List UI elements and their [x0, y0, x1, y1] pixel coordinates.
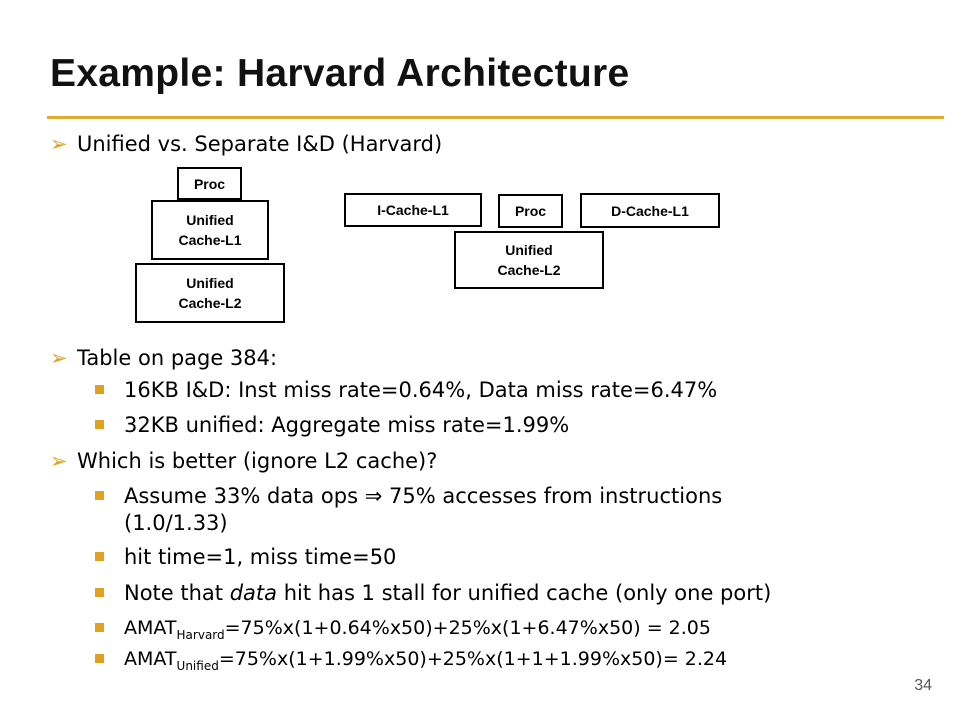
square-bullet-icon: [95, 654, 104, 663]
bullet-text: Which is better (ignore L2 cache)?: [77, 449, 438, 473]
cache-label-line1: Unified: [505, 242, 553, 258]
square-bullet-icon: [95, 588, 104, 597]
harvard-proc-box: [498, 194, 563, 228]
bullet-which-better: [50, 448, 437, 474]
square-bullet-icon: [95, 552, 104, 561]
square-bullet-icon: [95, 385, 104, 394]
unified-proc-box: [177, 167, 242, 200]
dcache-l1-box: [580, 193, 720, 228]
arrow-bullet-icon: ➢: [50, 346, 68, 370]
arrow-bullet-icon: ➢: [50, 449, 68, 473]
square-bullet-icon: [95, 491, 104, 500]
sub-bullet-text: $AMAT_{Unified}=75\%x(1+1.99\%x50)+25\%x(1+1+1.99\%x50)= 2.24$: [124, 648, 728, 673]
dcache-label: D-Cache-L1: [611, 202, 689, 219]
proc-label: Proc: [514, 203, 547, 219]
cache-label-line2: Cache-L2: [497, 262, 561, 278]
bullet-text: Table on page 384:: [77, 346, 278, 370]
square-bullet-icon: [95, 623, 104, 632]
sub-bullet-text: $AMAT_{Harvard}=75\%x(1+0.64\%x50)+25\%x(1+6.47\%x50) = 2.05$: [124, 617, 711, 642]
bullet-table-page: [50, 345, 277, 371]
sub-bullet-text: hit time=1, miss time=50: [124, 545, 397, 569]
implies-arrow-icon: ⇒: [364, 484, 383, 508]
page-number: 34: [914, 677, 932, 694]
icache-label: I-Cache-L1: [377, 202, 449, 218]
harvard-cache-l2-box: [454, 231, 604, 289]
arrow-bullet-icon: ➢: [50, 132, 68, 156]
cache-label-line1: Unified: [186, 212, 234, 228]
sub-bullet-text: 32KB unified: Aggregate miss rate=1.99%: [124, 413, 570, 437]
proc-label: Proc: [193, 175, 226, 192]
sub-bullet-text: 16KB I&D: Inst miss rate=0.64%, Data miss rate=6.47%: [124, 378, 718, 402]
unified-cache-l2-box: [135, 263, 285, 323]
cache-label-line2: Cache-L1: [178, 232, 242, 248]
sub-bullet-text: Assume 33% data ops ⇒ 75% accesses from instructions (1.0/1.33): [124, 484, 723, 535]
cache-label-line2: Cache-L2: [178, 295, 242, 311]
cache-label-line1: Unified: [186, 275, 234, 291]
title-underline: [47, 116, 944, 119]
icache-l1-box: [344, 193, 482, 227]
slide-title: Example: Harvard Architecture: [50, 52, 630, 95]
sub-bullet-text: Note that data hit has 1 stall for unified cache (only one port): [124, 581, 772, 605]
bullet-text: Unified vs. Separate I&D (Harvard): [77, 132, 443, 156]
unified-cache-l1-box: [151, 200, 269, 260]
bullet-unified-vs-separate: [50, 131, 442, 157]
square-bullet-icon: [95, 420, 104, 429]
